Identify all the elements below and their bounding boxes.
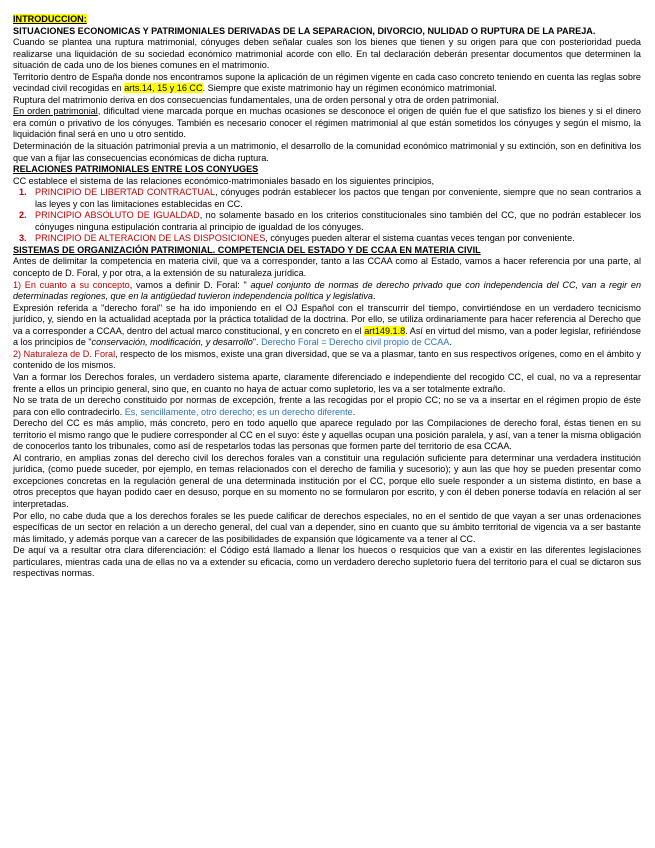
intro-paragraph-5: Determinación de la situación patrimonial previa a un matrimonio, el desarrollo de la comunidad económico matrimonial y su extinción, son en definitiva los que van a fijar las consecuencias económicas de dicha ruptura. (13, 141, 641, 163)
principle-title: PRINCIPIO DE LIBERTAD CONTRACTUAL (35, 187, 216, 198)
sistemas-paragraph-6: No se trata de un derecho constituido por normas de excepción, frente a las recogidas por el propio CC; no se va a insertar en el régimen propio de éste para con ello contradecirlo. Es, sencillamente, otro derecho; es un derecho diferente. (13, 395, 641, 417)
principle-item: 1. PRINCIPIO DE LIBERTAD CONTRACTUAL, cónyuges podrán establecer los pactos que tengan por conveniente, siempre que no sean contrarios a las leyes y con las limitaciones establecidas en CC. (19, 187, 641, 209)
sistemas-paragraph-4: 2) Naturaleza de D. Foral, respecto de los mismos, existe una gran diversidad, que se va a plasmar, tanto en sus respectivos orígenes, como en el ámbito y contenido de los mismos. (13, 348, 641, 371)
intro-paragraph-4: En orden patrimonial, dificultad viene marcada porque en muchas ocasiones se desconoce el origen de quién fue el que satisfizo los bienes y si el dinero era común o privativo de los cónyuges. También es necesario conocer el régimen matrimonial al que están sometidos los cónyuges y según el mismo, la liquidación final será en uno u otro sentido. (13, 106, 641, 140)
sistemas-paragraph-3: Expresión referida a "derecho foral" se ha ido imponiendo en el OJ Español con el transcurrir del tiempo, convirtiéndose en un verdadero tecnicismo jurídico, y, siendo en la actualidad aceptada por la práctica totalidad de la doctrina. Por ello, se utiliza ordinariamente para hacer referencia al Derecho que va a corresponder a CCAA, dentro del actual marco constitucional, y en concreto en el art149.1.8. Así en virtud del mismo, van a poder legislar, refiriéndose a los principios de "conservación, modificación, y desarrollo". Derecho Foral = Derecho civil propio de CCAA. (13, 302, 641, 348)
article-reference-highlight: arts.14, 15 y 16 CC (124, 83, 203, 94)
sistemas-paragraph-9: Por ello, no cabe duda que a los derechos forales se les puede calificar de derechos especiales, no en el sentido de que vayan a ser unas ordenaciones específicas de un sector en relación a un derecho general, del cual van a depender, sino en cuanto que su ámbito territorial de vigencia va a ser bastante más limitado, y además porque van a carecer de las posibilidades de expansión que lógicamente va a tener al CC. (13, 510, 641, 544)
sistemas-paragraph-1: Antes de delimitar la competencia en materia civil, que va a corresponder, tanto a las CCAA como al Estado, vamos a hacer referencia por una parte, al concepto de D. Foral, y por otra, a la extensión de su naturaleza jurídica. (13, 256, 641, 279)
sistemas-paragraph-5: Van a formar los Derechos forales, un verdadero sistema aparte, claramente diferenciado e independiente del recogido CC, el cual, no va a representar frente a ellos un principio general, sino que, en cuanto no haya de actuar como supletorio, les va a ser totalmente extraño. (13, 371, 641, 394)
relaciones-intro: CC establece el sistema de las relaciones económico-matrimoniales basado en los siguientes principios, (13, 175, 435, 186)
sistemas-paragraph-8: Al contrario, en amplias zonas del derecho civil los derechos forales van a constituir una regulación suficiente para determinar una verdadera institución jurídica, (como puede suceder, por ejemplo, en temas relacionados con el derecho de familia y sucesorio); y aun las que hoy se pueden presentar como excepciones concretas en la regulación general de una determinada institución por el CC, porque ello suele responder a un sistema distinto, en base a otros preceptos que hayan podido caer en desuso, porque en su momento no se formularon por escrito, y con él deben ponerse todavía en relación al ser interpretadas. (13, 452, 641, 509)
document-page (13, 14, 641, 580)
sistemas-paragraph-2: 1) En cuanto a su concepto, vamos a definir D. Foral: " aquel conjunto de normas de derecho privado que con independencia del CC, van a regir en determinadas regiones, que en la antigüedad tuvieron independencia política y legislativa. (13, 279, 641, 302)
intro-paragraph-3: Ruptura del matrimonio deriva en dos consecuencias fundamentales, una de orden personal y otra de orden patrimonial. (13, 94, 499, 105)
principle-title: PRINCIPIO ABSOLUTO DE IGUALDAD (35, 210, 200, 221)
intro-paragraph-2: Territorio dentro de España donde nos encontramos supone la aplicación de un régimen vigente en cada caso concreto teniendo en cuenta las reglas sobre vecindad civil recogidas en arts.14, 15 y 16 CC. Siempre que existe matrimonio hay un régimen económico matrimonial. (13, 71, 641, 94)
principle-item: 2. PRINCIPIO ABSOLUTO DE IGUALDAD, no solamente basado en los criterios constitucionales sino también del CC, que no podrán establecer los cónyuges ninguna estipulación contraria al principio de igualdad de los cónyuges. (19, 210, 641, 232)
article-reference-highlight: art149.1.8 (364, 325, 406, 336)
relaciones-heading: RELACIONES PATRIMONIALES ENTRE LOS CONYUGES (13, 164, 259, 175)
sistemas-paragraph-10: De aquí va a resultar otra clara diferenciación: el Código está llamado a llenar los huecos o resquicios que van a existir en las diferentes legislaciones particulares, mientras cada una de ellas no va a extender su eficacia, como un verdadero derecho supletorio fuera del territorio para el cual se dictaron sus respectivas normas. (13, 545, 641, 579)
principle-title: PRINCIPIO DE ALTERACION DE LAS DISPOSICIONES (35, 233, 266, 244)
principle-item: 3. PRINCIPIO DE ALTERACION DE LAS DISPOSICIONES, cónyuges pueden alterar el sistema cuantas veces tengan por conveniente. (19, 233, 575, 244)
intro-paragraph-1: Cuando se plantea una ruptura matrimonial, cónyuges deben señalar cuales son los bienes que tienen y su origen para que con posterioridad pueda realizarse una liquidación de su sociedad económico matrimonial acorde con ello. En tal declaración deberán presentar documentos que determinen la situación de cada uno de los bienes comunes en el matrimonio. (13, 37, 641, 71)
principles-list (13, 187, 641, 245)
sistemas-paragraph-7: Derecho del CC es más amplio, más concreto, pero en todo aquello que aparece regulado por las Compilaciones de derecho foral, éstas tienen en su territorio el mismo rango que le pudiere corresponder al CC en el suyo: éste y aquellas ocupan una posición paralela, y así, van a tener la misma obligación de conocerlos tanto los tribunales, como así de respetarlos todas las personas que formen parte del territorio de esa CCAA. (13, 418, 641, 452)
sistemas-heading: SISTEMAS DE ORGANIZACIÓN PATRIMONIAL. COMPETENCIA DEL ESTADO Y DE CCAA EN MATERIA CIVIL (13, 244, 481, 255)
intro-heading: INTRODUCCION: (13, 14, 87, 24)
intro-subheading: SITUACIONES ECONOMICAS Y PATRIMONIALES DERIVADAS DE LA SEPARACION, DIVORCIO, NULIDAD O RUPTURA DE LA PAREJA. (13, 25, 596, 36)
